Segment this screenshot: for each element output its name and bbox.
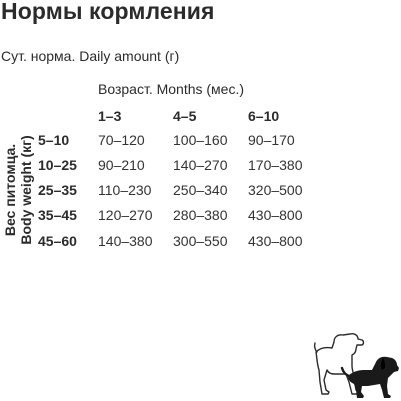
table-row <box>0 233 401 253</box>
table-cell: 300–550 <box>173 233 228 249</box>
table-cell: 90–170 <box>248 132 295 148</box>
body-weight-label-ru: Вес питомца. <box>2 143 18 237</box>
age-header: Возраст. Months (мес.) <box>98 81 245 97</box>
table-row <box>0 182 401 202</box>
daily-amount-label: Сут. норма. Daily amount (г) <box>1 48 180 64</box>
table-cell: 70–120 <box>98 132 145 148</box>
table-cell: 170–380 <box>248 157 303 173</box>
page-title: Нормы кормления <box>1 0 215 24</box>
table-cell: 280–380 <box>173 207 228 223</box>
column-header-1: 1–3 <box>98 108 122 124</box>
table-row <box>0 157 401 177</box>
column-header-2: 4–5 <box>173 108 197 124</box>
body-weight-label-en: Body weight (кг) <box>18 135 34 245</box>
table-cell: 320–500 <box>248 182 303 198</box>
table-cell: 250–340 <box>173 182 228 198</box>
row-weight: 10–25 <box>38 157 77 173</box>
column-header-3: 6–10 <box>248 108 280 124</box>
table-row <box>0 207 401 227</box>
outline-dog-tail <box>315 343 317 352</box>
table-cell: 430–800 <box>248 233 303 249</box>
table-cell: 430–800 <box>248 207 303 223</box>
table-cell: 140–270 <box>173 157 228 173</box>
table-cell: 120–270 <box>98 207 153 223</box>
table-row <box>0 132 401 152</box>
table-cell: 140–380 <box>98 233 153 249</box>
table-cell: 100–160 <box>173 132 228 148</box>
row-weight: 35–45 <box>38 207 77 223</box>
row-weight: 25–35 <box>38 182 77 198</box>
table-cell: 90–210 <box>98 157 145 173</box>
two-dogs-icon <box>312 318 400 400</box>
row-weight: 5–10 <box>38 132 70 148</box>
row-weight: 45–60 <box>38 233 77 249</box>
table-cell: 110–230 <box>98 182 152 198</box>
